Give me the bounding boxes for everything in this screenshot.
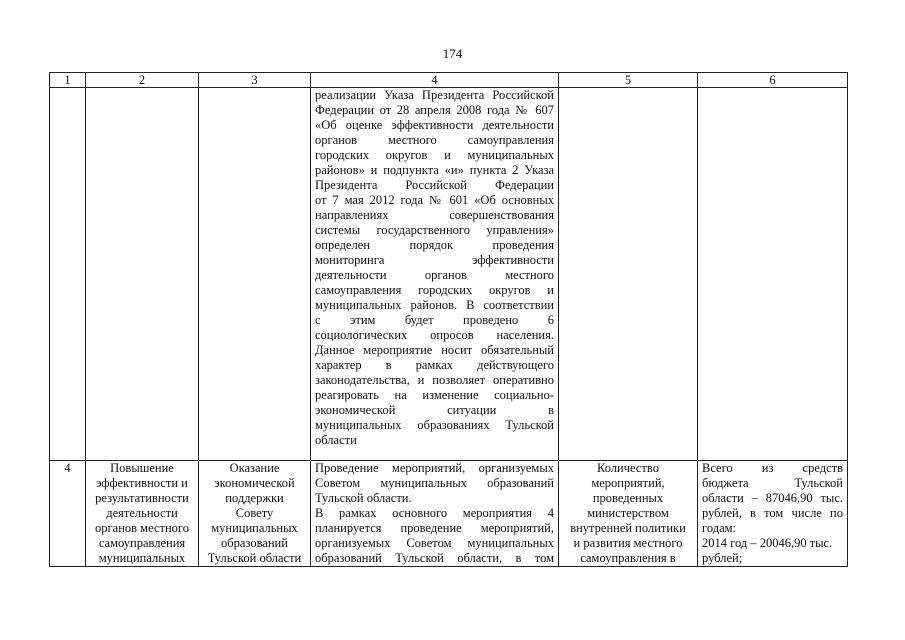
text-line: эффективности и — [96, 476, 188, 490]
measures-table — [49, 72, 848, 567]
text-line: самоуправления городских округов и — [315, 283, 554, 297]
text-line: с этим будет проведено 6 — [315, 313, 554, 327]
text-line: социологических опросов населения. — [315, 328, 554, 342]
row4-number: 4 — [50, 461, 86, 567]
text-line: системы государственного управления» — [315, 223, 554, 237]
text-line: реализации Указа Президента Российской — [315, 88, 554, 102]
text-line: определен порядок проведения — [315, 238, 554, 252]
text-line: муниципальных — [211, 521, 298, 535]
text-line: В рамках основного мероприятия 4 — [315, 506, 554, 520]
text-line: Тульской области. — [315, 491, 412, 505]
row4-goal — [86, 461, 199, 567]
text-line: Президента Российской Федерации — [315, 178, 554, 192]
text-line: внутренней политики — [570, 521, 686, 535]
text-line: Всего из средств — [702, 461, 843, 475]
text-line: Количество — [597, 461, 659, 475]
text-line: области – 87046,90 тыс. — [702, 491, 843, 505]
text-line: от 7 мая 2012 года № 601 «Об основных — [315, 193, 554, 207]
text-line: самоуправления в — [580, 551, 676, 565]
text-line: Советом муниципальных образований — [315, 476, 554, 490]
text-line: бюджета Тульской — [702, 476, 843, 490]
text-line: «Об оценке эффективности деятельности — [315, 118, 554, 132]
text-line: самоуправления — [98, 536, 186, 550]
header-col-1: 1 — [50, 73, 86, 88]
text-line: проведенных — [592, 491, 664, 505]
text-line: и развития местного — [573, 536, 683, 550]
text-line: муниципальных районов. В соответствии — [315, 298, 554, 312]
text-line: образований — [221, 536, 288, 550]
header-col-2: 2 — [86, 73, 199, 88]
text-line: Тульской области — [207, 551, 302, 565]
text-line: экономической ситуации в — [315, 403, 554, 417]
text-line: мониторинга эффективности — [315, 253, 554, 267]
text-line: годам: — [702, 521, 736, 535]
text-line: министерством — [587, 506, 669, 520]
text-line: поддержки — [225, 491, 284, 505]
header-col-6: 6 — [698, 73, 848, 88]
row4-measure — [199, 461, 311, 567]
text-line: Проведение мероприятий, организуемых — [315, 461, 554, 475]
text-line: муниципальных — [98, 551, 186, 565]
header-col-4: 4 — [311, 73, 559, 88]
text-line: деятельности органов местного — [315, 268, 554, 282]
text-line: экономической — [214, 476, 295, 490]
row4-funding — [698, 461, 848, 567]
text-line: Совету — [235, 506, 274, 520]
header-col-5: 5 — [559, 73, 698, 88]
text-line: рублей, в том числе по — [702, 506, 843, 520]
text-line: рублей; — [702, 551, 743, 565]
table-row-continuation — [50, 88, 848, 461]
text-line: городских округов и муниципальных — [315, 148, 554, 162]
text-line: законодательства, и позволяет оперативно — [315, 373, 554, 387]
text-line: образований Тульской области, в том — [315, 551, 554, 565]
text-line: характер в рамках действующего — [315, 358, 554, 372]
row4-description — [311, 461, 559, 567]
cont-cell-6 — [698, 88, 848, 461]
text-line: органов местного — [95, 521, 189, 535]
text-line: организуемых Советом муниципальных — [315, 536, 554, 550]
table-row-4 — [50, 461, 848, 567]
text-line: результативности — [95, 491, 189, 505]
text-line: мероприятий, — [591, 476, 665, 490]
header-col-3: 3 — [199, 73, 311, 88]
text-line: Повышение — [110, 461, 174, 475]
cont-cell-1 — [50, 88, 86, 461]
row4-indicator — [559, 461, 698, 567]
text-line: 2014 год – 20046,90 тыс. — [702, 536, 833, 550]
text-line: районов» и подпункта «и» пункта 2 Указа — [315, 163, 554, 177]
text-line: муниципальных образованиях Тульской — [315, 418, 554, 432]
cont-cell-5 — [559, 88, 698, 461]
text-line: реагировать на изменение социально- — [315, 388, 554, 402]
text-line: деятельности — [106, 506, 178, 520]
text-line: области — [315, 433, 357, 447]
text-line: направлениях совершенствования — [315, 208, 554, 222]
text-line: органов местного самоуправления — [315, 133, 554, 147]
table-header-row — [50, 73, 848, 88]
cont-cell-4-text — [311, 88, 559, 461]
text-line: Федерации от 28 апреля 2008 года № 607 — [315, 103, 554, 117]
text-line: планируется проведение мероприятий, — [315, 521, 554, 535]
text-line: Данное мероприятие носит обязательный — [315, 343, 554, 357]
text-line: Оказание — [229, 461, 280, 475]
cont-cell-3 — [199, 88, 311, 461]
page-number: 174 — [442, 46, 463, 61]
cont-cell-2 — [86, 88, 199, 461]
